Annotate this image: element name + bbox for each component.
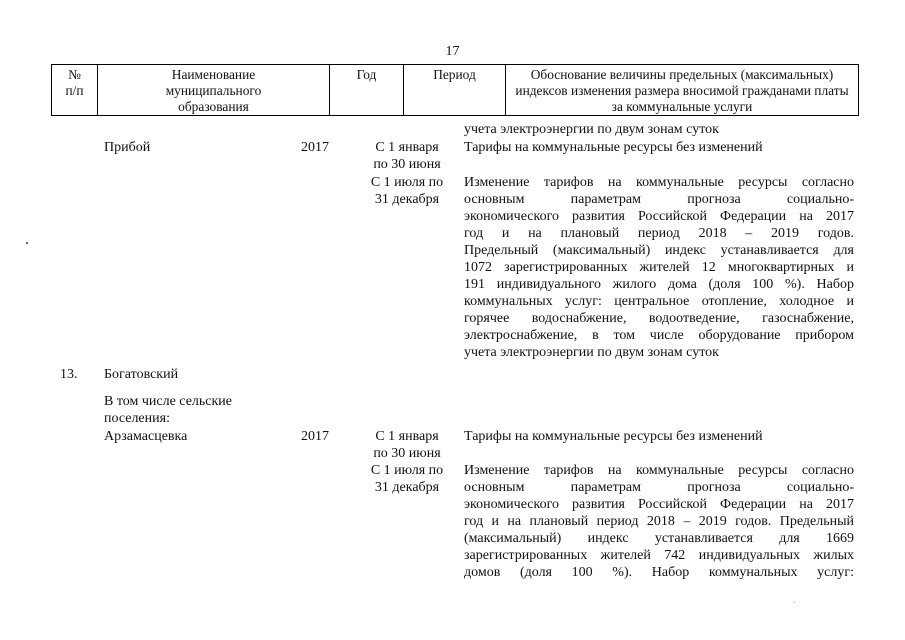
row-arzamascevka-year: 2017 [301,429,329,444]
justification-line: зарегистрированных жителей 742 индивидуальных жилых [464,548,854,563]
justification-line: (максимальный) индекс устанавливается для 1669 [464,531,854,546]
header-col-number: № п/п [52,65,98,115]
row-13-name: Богатовский [104,367,179,382]
page-number: 17 [445,44,460,59]
justification-line: электроснабжение, в том числе оборудование прибором [464,328,854,343]
scan-speck [26,242,28,244]
header-col-municipality: Наименование муниципального образования [98,65,330,115]
row-priboy-name: Прибой [104,140,151,155]
header-col-justification: Обоснование величины предельных (максимальных) индексов изменения размера вносимой гражданами платы за коммунальные услуги [515,67,849,114]
continued-line: учета электроэнергии по двум зонам суток [464,122,719,137]
row-arzamascevka-period-2: С 1 июля по 31 декабря [370,463,444,495]
header-col-period: Период [404,65,506,115]
row-priboy-justification-1: Тарифы на коммунальные ресурсы без изменений [464,140,763,155]
justification-line: домов (доля 100 %). Набор коммунальных услуг: [464,565,854,580]
row-arzamascevka-justification-2 [464,462,854,581]
justification-line: 1072 зарегистрированных жителей 12 многоквартирных и [464,260,854,275]
justification-line: 191 индивидуального жилого дома (доля 100 %). Набор [464,277,854,292]
justification-line: основным параметрам прогноза социально- [464,192,854,207]
justification-line: Изменение тарифов на коммунальные ресурсы согласно [464,463,854,478]
justification-line: коммунальных услуг: центральное отопление, холодное и [464,294,854,309]
table-header [51,64,859,116]
justification-line: год и на плановый период 2018 – 2019 годов. Предельный [464,514,854,529]
row-arzamascevka-justification-1: Тарифы на коммунальные ресурсы без изменений [464,429,763,444]
row-13-subheading: В том числе сельские поселения: [104,394,233,426]
row-arzamascevka-name: Арзамасцевка [104,429,188,444]
justification-line: учета электроэнергии по двум зонам суток [464,345,719,360]
row-priboy-justification-2 [464,174,854,361]
justification-line: экономического развития Российской Федерации на 2017 [464,209,854,224]
justification-line: основным параметрам прогноза социально- [464,480,854,495]
justification-line: горячее водоснабжение, водоотведение, газоснабжение, [464,311,854,326]
scan-speck [794,602,795,603]
justification-line: экономического развития Российской Федерации на 2017 [464,497,854,512]
row-arzamascevka-period-1: С 1 января по 30 июня [373,429,441,461]
header-col-year: Год [330,65,404,115]
justification-line: Изменение тарифов на коммунальные ресурсы согласно [464,175,854,190]
justification-line: год и на плановый период 2018 – 2019 годов. [464,226,854,241]
justification-line: Предельный (максимальный) индекс устанавливается для [464,243,854,258]
row-priboy-year: 2017 [301,140,329,155]
row-13-number: 13. [60,367,78,382]
row-priboy-period-2: С 1 июля по 31 декабря [370,175,444,207]
row-priboy-period-1: С 1 января по 30 июня [373,140,441,172]
